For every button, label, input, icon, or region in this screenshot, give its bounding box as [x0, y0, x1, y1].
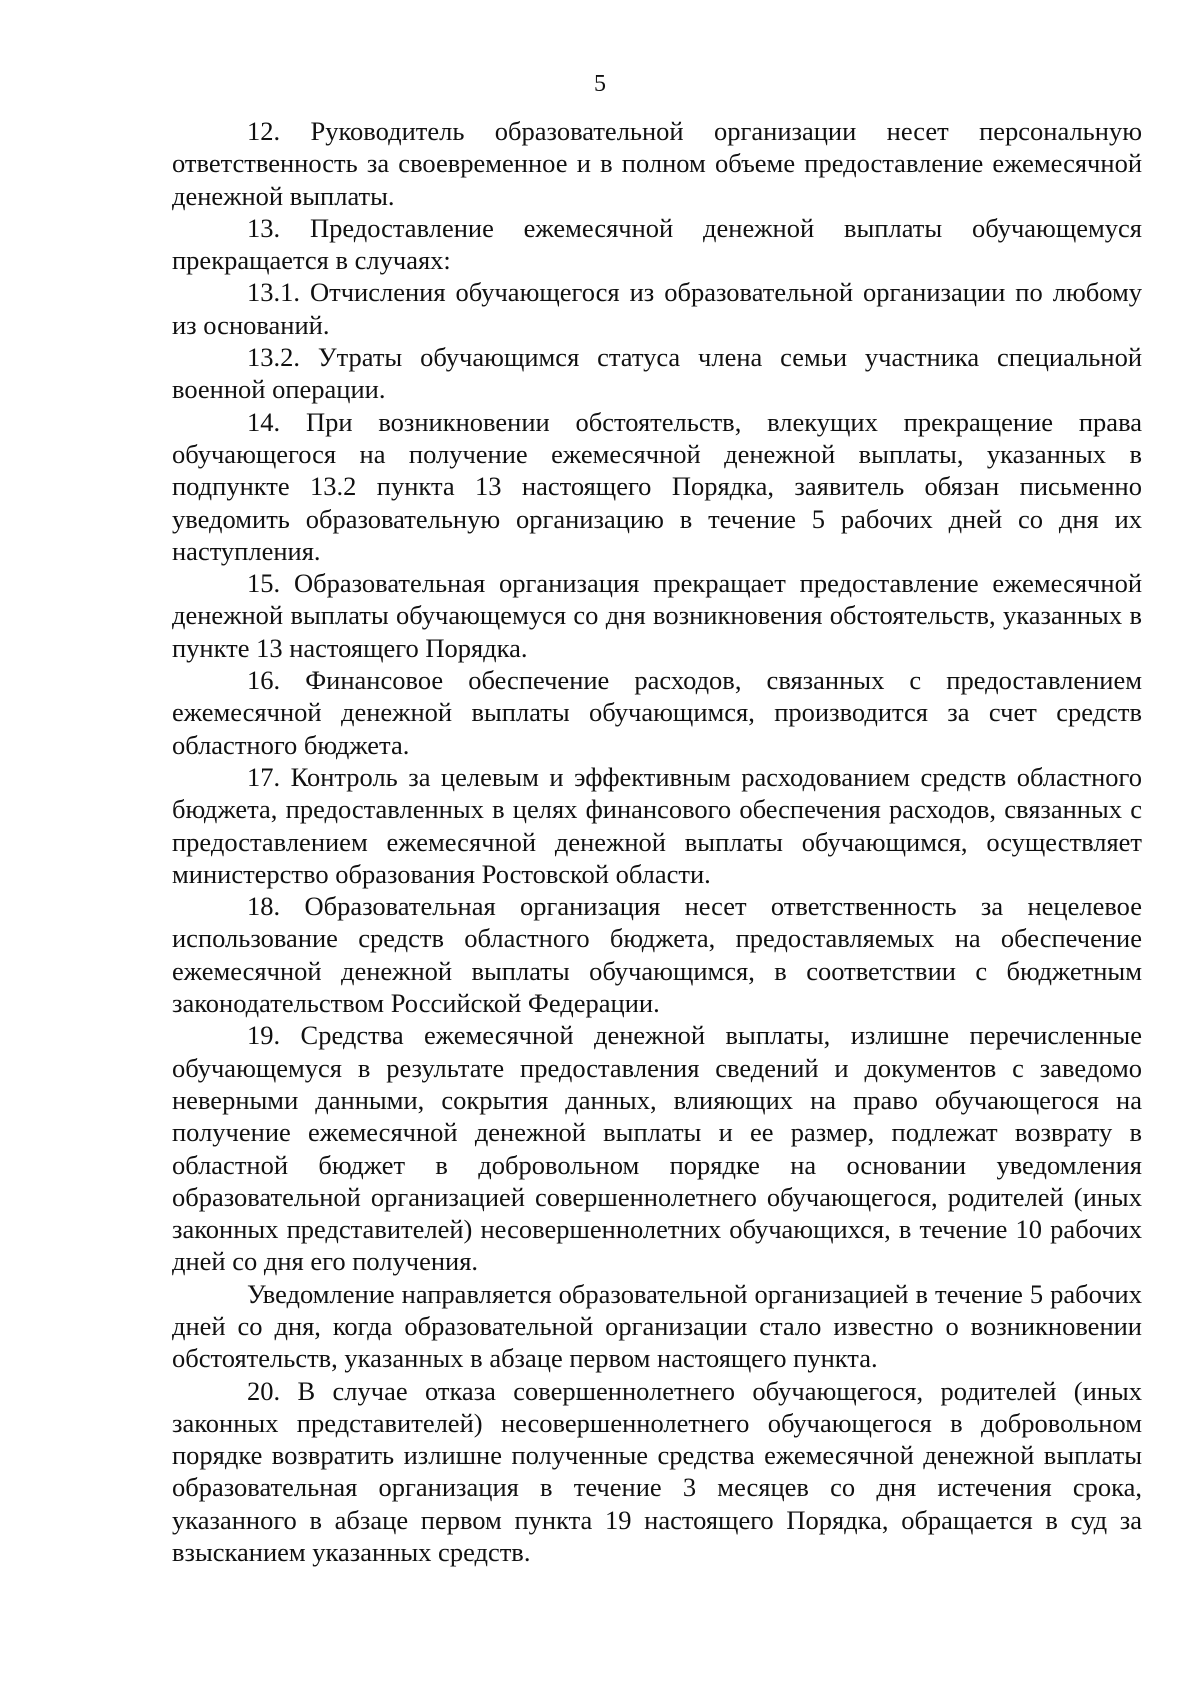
- paragraph-19-notice: Уведомление направляется образовательной организацией в течение 5 рабочих дней со дня, когда образовательной организации стало известно о возникновении обстоятельств, указанных в абзаце первом настоящего пункта.: [172, 1278, 1142, 1374]
- paragraph-14: 14. При возникновении обстоятельств, влекущих прекращение права обучающегося на получение ежемесячной денежной выплаты, указанных в подпункте 13.2 пункта 13 настоящего Порядка, заявитель обязан письменно уведомить образовательную организацию в течение 5 рабочих дней со дня их наступления.: [172, 406, 1142, 566]
- paragraph-18: 18. Образовательная организация несет ответственность за нецелевое использование средств областного бюджета, предоставляемых на обеспечение ежемесячной денежной выплаты обучающимся, в соответствии с бюджетным законодательством Российской Федерации.: [172, 891, 1142, 1019]
- paragraph-13-2: 13.2. Утраты обучающимся статуса члена семьи участника специальной военной операции.: [172, 342, 1142, 405]
- document-body: [172, 115, 1142, 1568]
- paragraph-16: 16. Финансовое обеспечение расходов, связанных с предоставлением ежемесячной денежной выплаты обучающимся, производится за счет средств областного бюджета.: [172, 665, 1142, 760]
- paragraph-17: 17. Контроль за целевым и эффективным расходованием средств областного бюджета, предоставленных в целях финансового обеспечения расходов, связанных с предоставлением ежемесячной денежной выплаты обучающимся, осуществляет министерство образования Ростовской области.: [172, 761, 1142, 889]
- paragraph-12: 12. Руководитель образовательной организации несет персональную ответственность за своевременное и в полном объеме предоставление ежемесячной денежной выплаты.: [172, 116, 1142, 211]
- paragraph-13: 13. Предоставление ежемесячной денежной выплаты обучающемуся прекращается в случаях:: [172, 212, 1142, 276]
- paragraph-19: 19. Средства ежемесячной денежной выплаты, излишне перечисленные обучающемуся в результате предоставления сведений и документов с заведомо неверными данными, сокрытия данных, влияющих на право обучающегося на получение ежемесячной денежной выплаты и ее размер, подлежат возврату в областной бюджет в добровольном порядке на основании уведомления образовательной организацией совершеннолетнего обучающегося, родителей (иных законных представителей) несовершеннолетних обучающихся, в течение 10 рабочих дней со дня его получения.: [172, 1020, 1142, 1277]
- paragraph-13-1: 13.1. Отчисления обучающегося из образовательной организации по любому из оснований.: [172, 277, 1142, 340]
- page-number: 5: [594, 71, 606, 97]
- paragraph-15: 15. Образовательная организация прекращает предоставление ежемесячной денежной выплаты обучающемуся со дня возникновения обстоятельств, указанных в пункте 13 настоящего Порядка.: [172, 568, 1142, 663]
- paragraph-20: 20. В случае отказа совершеннолетнего обучающегося, родителей (иных законных представителей) несовершеннолетнего обучающегося в добровольном порядке возвратить излишне полученные средства ежемесячной денежной выплаты образовательная организация в течение 3 месяцев со дня истечения срока, указанного в абзаце первом пункта 19 настоящего Порядка, обращается в суд за взысканием указанных средств.: [172, 1375, 1142, 1568]
